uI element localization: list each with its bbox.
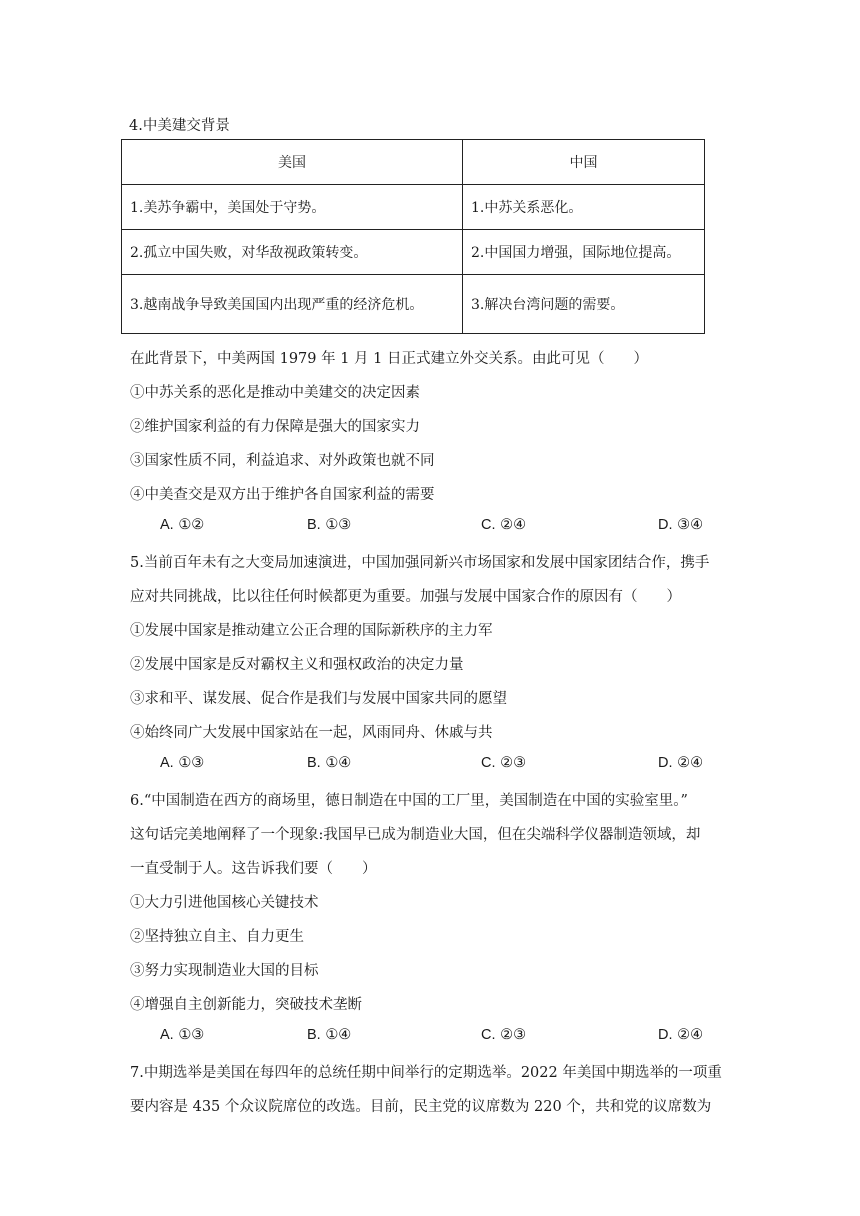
question-5-stem-line: 5.当前百年未有之大变局加速演进，中国加强同新兴市场国家和发展中国家团结合作，携手 [130,555,710,571]
option-b[interactable]: B. ①③ [307,517,352,533]
question-6-stem-line: 一直受制于人。这告诉我们要（ ） [130,861,377,877]
option-d[interactable]: D. ②④ [658,755,704,771]
statement: ④中美查交是双方出于维护各自国家利益的需要 [130,487,435,503]
statement: ②坚持独立自主、自力更生 [130,929,304,945]
statement: ④始终同广大发展中国家站在一起，风雨同舟、休戚与共 [130,725,493,741]
statement: ①中苏关系的恶化是推动中美建交的决定因素 [130,385,420,401]
question-4-stem: 在此背景下，中美两国 1979 年 1 月 1 日正式建立外交关系。由此可见（ ） [130,351,649,367]
statement: ①发展中国家是推动建立公正合理的国际新秩序的主力军 [130,623,493,639]
question-6-stem-line: 6.“中国制造在西方的商场里，德日制造在中国的工厂里，美国制造在中国的实验室里。” [130,793,688,809]
table-cell: 3.越南战争导致美国国内出现严重的经济危机。 [122,275,463,334]
option-a[interactable]: A. ①③ [160,755,205,771]
table-cell: 1.中苏关系恶化。 [463,185,705,230]
statement: ④增强自主创新能力，突破技术垄断 [130,997,362,1013]
table-cell: 1.美苏争霸中，美国处于守势。 [122,185,463,230]
table-row [122,275,705,334]
statement: ③国家性质不同，利益追求、对外政策也就不同 [130,453,435,469]
statement: ③求和平、谋发展、促合作是我们与发展中国家共同的愿望 [130,691,507,707]
table-cell: 3.解决台湾问题的需要。 [463,275,705,334]
option-b[interactable]: B. ①④ [307,755,352,771]
statement: ②维护国家利益的有力保障是强大的国家实力 [130,419,420,435]
background-table [121,139,705,334]
table-cell: 2.中国国力增强，国际地位提高。 [463,230,705,275]
statement: ①大力引进他国核心关键技术 [130,895,319,911]
question-7-stem-line: 要内容是 435 个众议院席位的改选。目前，民主党的议席数为 220 个，共和党的议席数为 [130,1099,712,1115]
question-4-heading: 4.中美建交背景 [129,118,230,134]
option-b[interactable]: B. ①④ [307,1027,352,1043]
statement: ②发展中国家是反对霸权主义和强权政治的决定力量 [130,657,464,673]
table-row [122,185,705,230]
table-row [122,230,705,275]
question-7-stem-line: 7.中期选举是美国在每四年的总统任期中间举行的定期选举。2022 年美国中期选举的一项重 [130,1065,722,1081]
option-a[interactable]: A. ①③ [160,1027,205,1043]
option-c[interactable]: C. ②④ [481,517,527,533]
option-a[interactable]: A. ①② [160,517,205,533]
question-6-stem-line: 这句话完美地阐释了一个现象:我国早已成为制造业大国，但在尖端科学仪器制造领域，却 [130,827,701,843]
statement: ③努力实现制造业大国的目标 [130,963,319,979]
question-5-stem-line: 应对共同挑战，比以往任何时候都更为重要。加强与发展中国家合作的原因有（ ） [130,589,681,605]
table-header-usa: 美国 [122,140,463,185]
option-d[interactable]: D. ③④ [658,517,704,533]
option-d[interactable]: D. ②④ [658,1027,704,1043]
option-c[interactable]: C. ②③ [481,1027,527,1043]
option-c[interactable]: C. ②③ [481,755,527,771]
table-header-china: 中国 [463,140,705,185]
table-cell: 2.孤立中国失败，对华敌视政策转变。 [122,230,463,275]
